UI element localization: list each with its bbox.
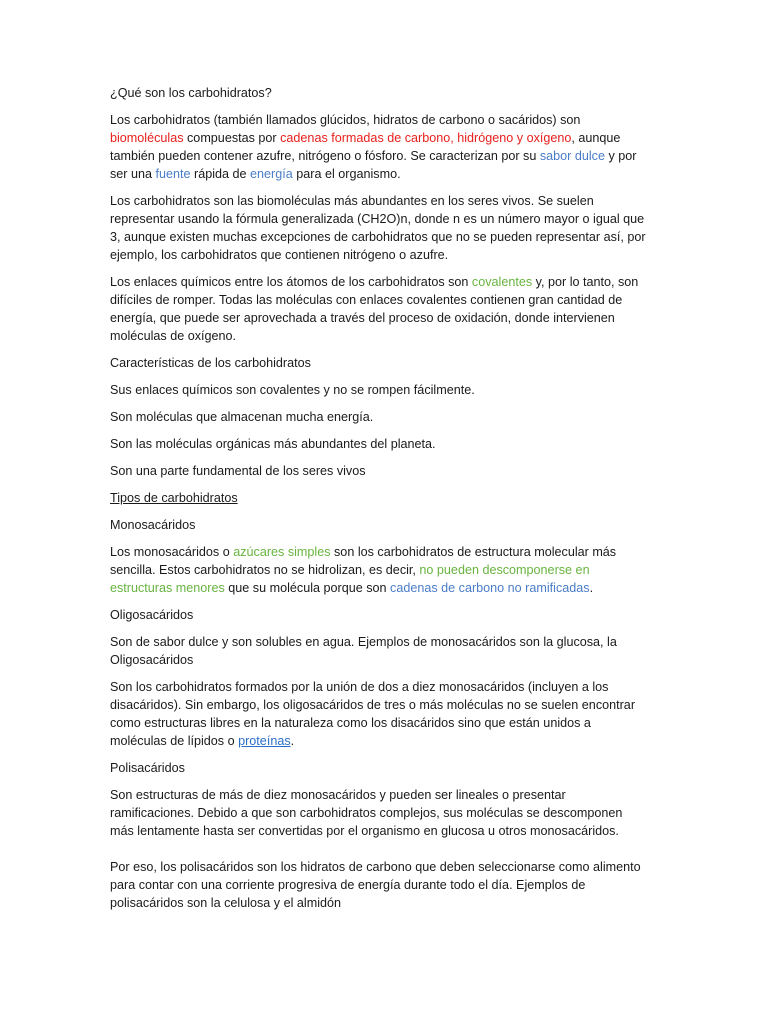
highlight-estructuras-menores: estructuras menores (110, 581, 225, 595)
text-line: ser una fuente rápida de energía para el organismo. (110, 167, 401, 181)
heading-oligosacaridos: Oligosacáridos (110, 608, 194, 622)
highlight-cadenas-no-ramificadas: cadenas de carbono no ramificadas (390, 581, 590, 595)
paragraph-poli-2 (110, 858, 668, 912)
text-line: energía, que puede ser aprovechada a través del proceso de oxidación, donde intervienen (110, 311, 615, 325)
text-line: más lentamente hasta ser convertidas por el organismo en glucosa u otros monosacáridos. (110, 824, 619, 838)
text-line: Los monosacáridos o azúcares simples son los carbohidratos de estructura molecular más (110, 545, 617, 559)
heading-monosacaridos: Monosacáridos (110, 518, 196, 532)
characteristic-item: Son las moléculas orgánicas más abundantes del planeta. (110, 437, 436, 451)
paragraph-formula (110, 192, 668, 264)
text-line: representar usando la fórmula generalizada (CH2O)n, donde n es un número mayor o igual que (110, 212, 645, 226)
text-line: Por eso, los polisacáridos son los hidratos de carbono que deben seleccionarse como alimento (110, 860, 641, 874)
highlight-azucares-simples: azúcares simples (233, 545, 331, 559)
highlight-fuente: fuente (155, 167, 191, 181)
text-line: Oligosacáridos (110, 653, 194, 667)
text-line: ejemplo, los carbohidratos que contienen nitrógeno o azufre. (110, 248, 449, 262)
heading-polisacaridos: Polisacáridos (110, 761, 185, 775)
highlight-sabor-dulce: sabor dulce (539, 149, 605, 163)
highlight-no-pueden: no pueden descomponerse en (419, 563, 590, 577)
paragraph-monosacaridos (110, 543, 668, 597)
link-proteinas[interactable]: proteínas (238, 734, 291, 748)
text-line: estructuras menores que su molécula porque son cadenas de carbono no ramificadas. (110, 581, 594, 595)
text-line: disacáridos). Sin embargo, los oligosacáridos de tres o más moléculas no se suelen encontrar (110, 698, 636, 712)
text-line: biomoléculas compuestas por cadenas formadas de carbono, hidrógeno y oxígeno, aunque (110, 131, 621, 145)
text-line: Los carbohidratos (también llamados glúcidos, hidratos de carbono o sacáridos) son (110, 113, 581, 127)
text-line: sencilla. Estos carbohidratos no se hidrolizan, es decir, no pueden descomponerse en (110, 563, 590, 577)
text-line: Los enlaces químicos entre los átomos de los carbohidratos son covalentes y, por lo tanto, son (110, 275, 639, 289)
heading-tipos: Tipos de carbohidratos (110, 491, 238, 505)
text-line: polisacáridos son la celulosa y el almidón (110, 896, 342, 910)
text-line: Son los carbohidratos formados por la unión de dos a diez monosacáridos (incluyen a los (110, 680, 609, 694)
text-line: 3, aunque existen muchas excepciones de carbohidratos que no se pueden representar así, por (110, 230, 646, 244)
text-line: moléculas de lípidos o proteínas. (110, 734, 295, 748)
paragraph-poli-1 (110, 786, 668, 840)
doc-title: ¿Qué son los carbohidratos? (110, 86, 272, 100)
text-line: Los carbohidratos son las biomoléculas más abundantes en los seres vivos. Se suelen (110, 194, 594, 208)
highlight-cadenas: cadenas formadas de carbono, hidrógeno y oxígeno (280, 131, 572, 145)
highlight-covalentes: covalentes (471, 275, 533, 289)
text-line: Son estructuras de más de diez monosacáridos y pueden ser lineales o presentar (110, 788, 566, 802)
text-line: para contar con una corriente progresiva de energía durante todo el día. Ejemplos de (110, 878, 586, 892)
paragraph-enlaces (110, 273, 668, 345)
paragraph-oligo-1 (110, 633, 668, 669)
paragraph-intro (110, 111, 668, 183)
characteristic-item: Son una parte fundamental de los seres vivos (110, 464, 366, 478)
text-line: moléculas de oxígeno. (110, 329, 237, 343)
paragraph-oligo-2 (110, 678, 668, 750)
highlight-energia: energía (250, 167, 293, 181)
characteristic-item: Son moléculas que almacenan mucha energía. (110, 410, 374, 424)
heading-caracteristicas: Características de los carbohidratos (110, 356, 311, 370)
highlight-biomoleculas: biomoléculas (110, 131, 184, 145)
text-line: como estructuras libres en la naturaleza como los disacáridos sino que están unidos a (110, 716, 591, 730)
text-line: también pueden contener azufre, nitrógeno o fósforo. Se caracterizan por su sabor dulce y por (110, 149, 637, 163)
characteristic-item: Sus enlaces químicos son covalentes y no se rompen fácilmente. (110, 383, 475, 397)
text-line: Son de sabor dulce y son solubles en agua. Ejemplos de monosacáridos son la glucosa, la (110, 635, 617, 649)
text-line: difíciles de romper. Todas las moléculas con enlaces covalentes contienen gran cantidad de (110, 293, 623, 307)
text-line: ramificaciones. Debido a que son carbohidratos complejos, sus moléculas se descomponen (110, 806, 623, 820)
